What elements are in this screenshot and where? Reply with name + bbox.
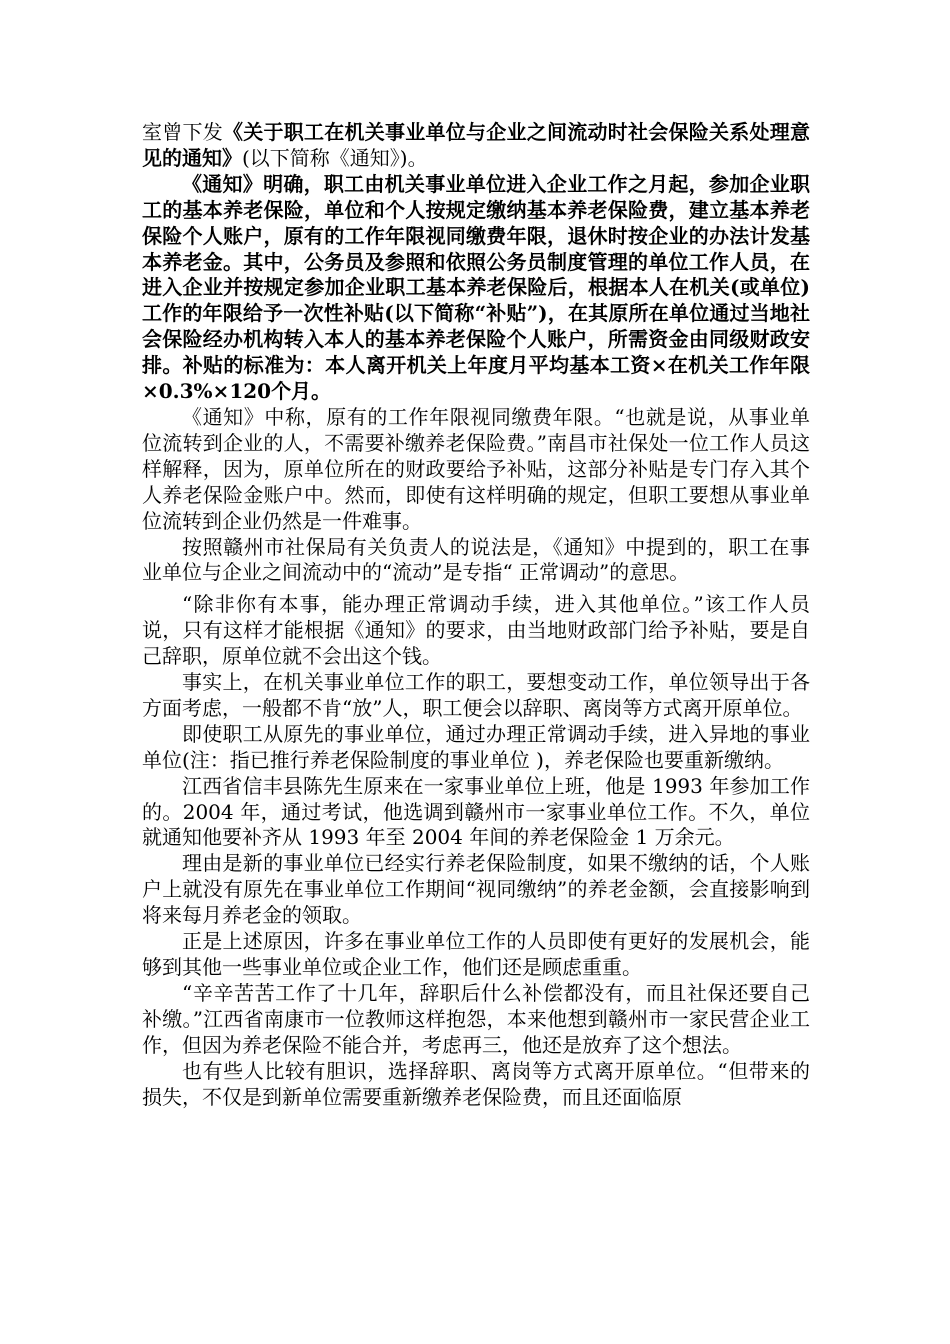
intro-lead-text: 室曾下发 (142, 120, 223, 144)
paragraph-repay-insurance: 即使职工从原先的事业单位，通过办理正常调动手续，进入异地的事业单位(注：指已推行养老保险制度的事业单位 )，养老保险也要重新缴纳。 (142, 721, 810, 772)
paragraph-transfer-quote: “除非你有本事，能办理正常调动手续，进入其他单位。”该工作人员说，只有这样才能根据《通知》的要求，由当地财政部门给予补贴，要是自己辞职，原单位就不会出这个钱。 (142, 592, 810, 669)
paragraph-teacher-complaint: “辛辛苦苦工作了十几年，辞职后什么补偿都没有，而且社保还要自己补缴。”江西省南康市一位教师这样抱怨，本来他想到赣州市一家民营企业工作，但因为养老保险不能合并，考虑再三，他还是放弃了这个想法。 (142, 980, 810, 1057)
intro-tail-text: (以下简称《通知》)。 (242, 145, 428, 170)
notice-title-text: 《关于职工在机关事业单位与企业之间流动时社会保险关系处理意见的通知》 (142, 120, 810, 170)
paragraph-ganzhou-statement: 按照赣州市社保局有关负责人的说法是，《通知》中提到的，职工在事业单位与企业之间流动中的“流动”是专指“ 正常调动”的意思。 (142, 534, 810, 585)
paragraph-bold-choice: 也有些人比较有胆识，选择辞职、离岗等方式离开原单位。“但带来的损失，不仅是到新单位需要重新缴养老保险费，而且还面临原 (142, 1058, 810, 1109)
paragraph-resignation: 事实上，在机关事业单位工作的职工，要想变动工作，单位领导出于各方面考虑，一般都不肯“放”人，职工便会以辞职、离岗等方式离开原单位。 (142, 670, 810, 720)
paragraph-concerns: 正是上述原因，许多在事业单位工作的人员即使有更好的发展机会，能够到其他一些事业单位或企业工作，他们还是顾虑重重。 (142, 929, 810, 979)
document-page (142, 120, 810, 1110)
paragraph-notice-content: 《通知》明确，职工由机关事业单位进入企业工作之月起，参加企业职工的基本养老保险，单位和个人按规定缴纳基本养老保险费，建立基本养老保险个人账户，原有的工作年限视同缴费年限，退休时按企业的办法计发基本养老金。其中，公务员及参照和依照公务员制度管理的单位工作人员，在进入企业并按规定参加企业职工基本养老保险后，根据本人在机关(或单位)工作的年限给予一次性补贴(以下简称“补贴”)，在其原所在单位通过当地社会保险经办机构转入本人的基本养老保险个人账户，所需资金由同级财政安排。补贴的标准为：本人离开机关上年度月平均基本工资×在机关工作年限×0.3%×120个月。 (142, 171, 810, 404)
paragraph-nanchang-explanation: 《通知》中称，原有的工作年限视同缴费年限。“也就是说，从事业单位流转到企业的人，不需要补缴养老保险费。”南昌市社保处一位工作人员这样解释，因为，原单位所在的财政要给予补贴，这部分补贴是专门存入其个人养老保险金账户中。然而，即使有这样明确的规定，但职工要想从事业单位流转到企业仍然是一件难事。 (142, 404, 810, 533)
paragraph-intro (142, 120, 810, 172)
paragraph-reason: 理由是新的事业单位已经实行养老保险制度，如果不缴纳的话，个人账户上就没有原先在事业单位工作期间“视同缴纳”的养老金额，会直接影响到将来每月养老金的领取。 (142, 851, 810, 928)
paragraph-case-chen: 江西省信丰县陈先生原来在一家事业单位上班，他是 1993 年参加工作的。2004 年，通过考试，他选调到赣州市一家事业单位工作。不久，单位就通知他要补齐从 1993 年至 2004 年间的养老保险金 1 万余元。 (142, 773, 810, 850)
